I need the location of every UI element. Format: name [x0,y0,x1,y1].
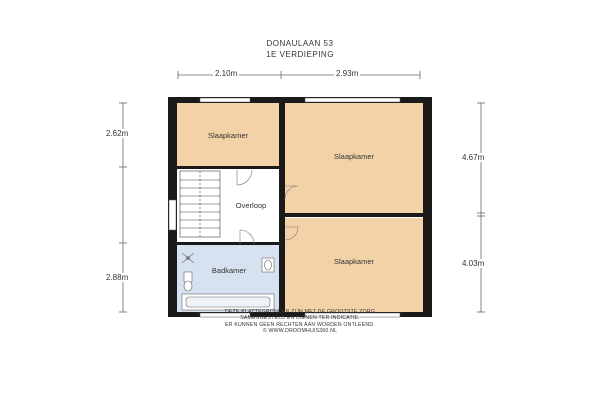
toilet [184,272,192,282]
dimension-top-right: 2.93m [336,69,359,78]
dimension-left-lower: 2.88m [106,273,129,282]
dimension-left-upper: 2.62m [106,129,129,138]
dimension-top-left: 2.10m [215,69,238,78]
dimension-right-upper: 4.67m [462,153,485,162]
disclaimer-line-1: DEZE PLATTEGRONDEN ZIJN MET DE GROOTSTE ZORG [224,309,376,315]
disclaimer-line-4: © WWW.DROOMHUIS360.NL [262,328,338,335]
room-label-bedroom-bottom-right: Slaapkamer [333,257,375,266]
disclaimer [150,309,450,335]
dimension-right-lower: 4.03m [462,259,485,268]
disclaimer-line-3: ER KUNNEN GEEN RECHTEN AAN WORDEN ONTLEEND. [225,321,375,328]
room-label-landing: Overloop [235,201,267,210]
room-label-bathroom: Badkamer [211,266,247,275]
room-label-bedroom-small: Slaapkamer [207,131,249,140]
disclaimer-line-2: SAMENGESTELD EN DIENEN TER INDICATIE. [240,315,360,322]
floor-title: 1E VERDIEPING [266,50,334,59]
room-label-bedroom-top-right: Slaapkamer [333,152,375,161]
address-title: DONAULAAN 53 [266,39,334,48]
